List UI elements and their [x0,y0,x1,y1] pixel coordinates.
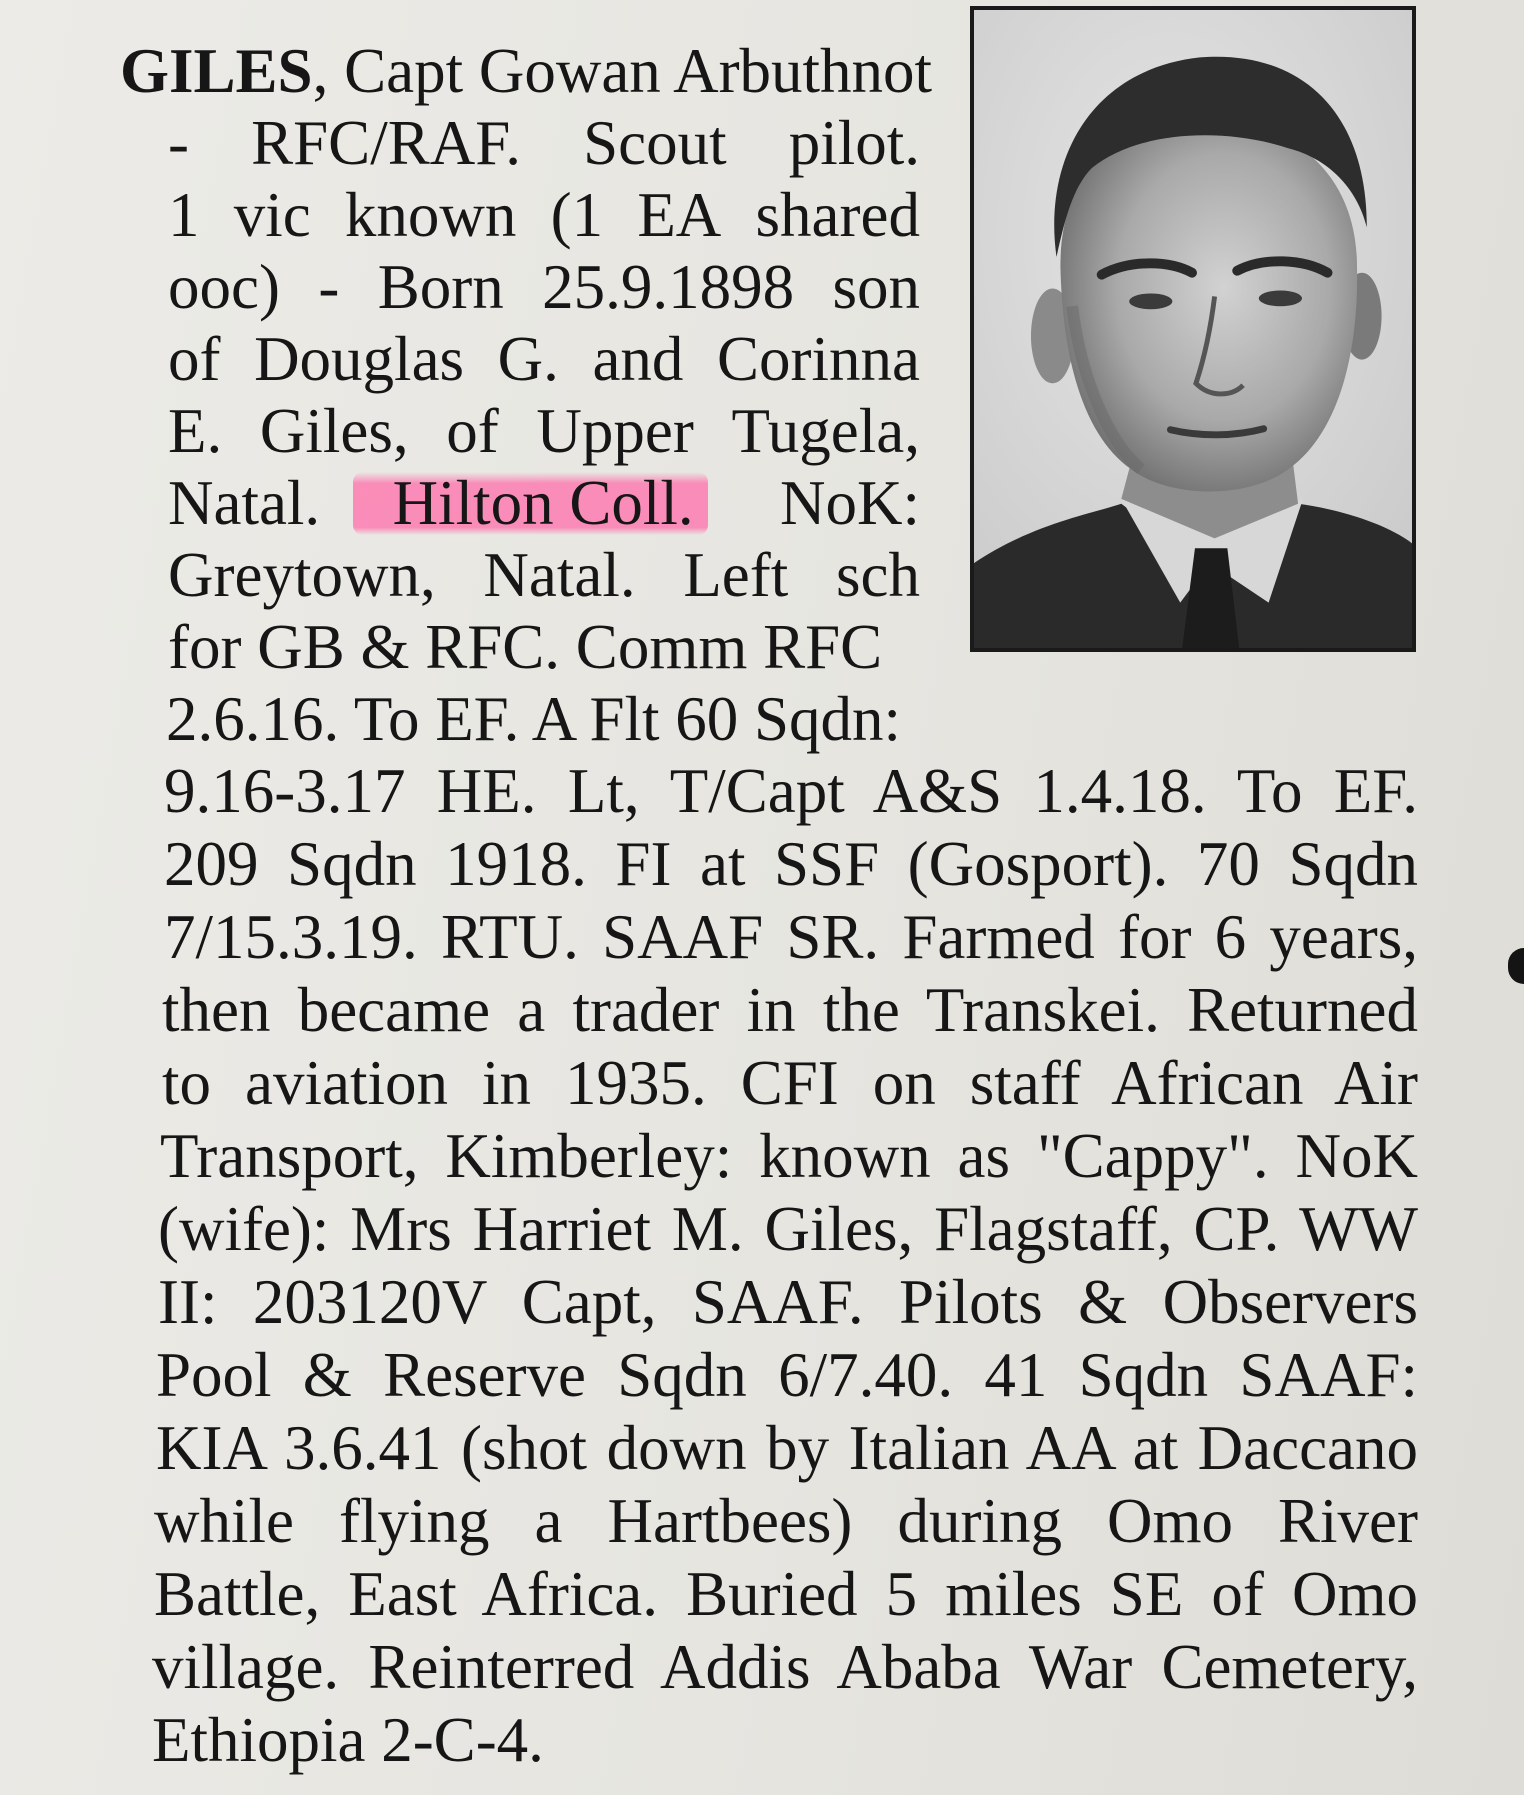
entry-heading-rest: , Capt Gowan Arbuthnot [312,36,933,106]
text-line-12: 7/15.3.19. RTU. SAAF SR. Farmed for 6 years, [164,902,1418,972]
text-line-10: 9.16-3.17 HE. Lt, T/Capt A&S 1.4.18. To EF. [164,756,1418,826]
text-line-18: Pool & Reserve Sqdn 6/7.40. 41 Sqdn SAAF: [156,1340,1418,1410]
text-line-4: of Douglas G. and Corinna [168,324,920,394]
text-line-22: village. Reinterred Addis Ababa War Cemetery, [152,1632,1418,1702]
text-line-6: Natal. Hilton Coll. NoK: [168,468,920,538]
text-line-1: - RFC/RAF. Scout pilot. [168,108,920,178]
highlighted-school: Hilton Coll. [353,472,708,535]
nok-label: NoK: [779,468,920,538]
entry-heading [120,36,933,106]
text-line-9: 2.6.16. To EF. A Flt 60 Sqdn: [166,684,902,754]
text-line-15: Transport, Kimberley: known as "Cappy". NoK [160,1121,1418,1191]
portrait-photo [970,6,1416,652]
text-line-3: ooc) - Born 25.9.1898 son [168,252,920,322]
text-line-14: to aviation in 1935. CFI on staff African Air [162,1048,1418,1118]
text-line-17: II: 203120V Capt, SAAF. Pilots & Observers [158,1267,1418,1337]
text-line-2: 1 vic known (1 EA shared [168,180,920,250]
text-line-16: (wife): Mrs Harriet M. Giles, Flagstaff, CP. WW [158,1194,1418,1264]
text-line-11: 209 Sqdn 1918. FI at SSF (Gosport). 70 Sqdn [164,829,1418,899]
text-line-19: KIA 3.6.41 (shot down by Italian AA at Daccano [156,1413,1418,1483]
entry-surname: GILES [120,36,313,106]
text-line-13: then became a trader in the Transkei. Returned [162,975,1418,1045]
text-line-8: for GB & RFC. Comm RFC [168,612,883,682]
text-line-23: Ethiopia 2-C-4. [152,1705,544,1775]
text-line-5: E. Giles, of Upper Tugela, [168,396,920,466]
portrait-icon [974,10,1412,648]
binding-mark [1508,948,1524,984]
text-line-7: Greytown, Natal. Left sch [168,540,920,610]
text-line-21: Battle, East Africa. Buried 5 miles SE of Omo [154,1559,1418,1629]
text-line-20: while flying a Hartbees) during Omo River [154,1486,1418,1556]
